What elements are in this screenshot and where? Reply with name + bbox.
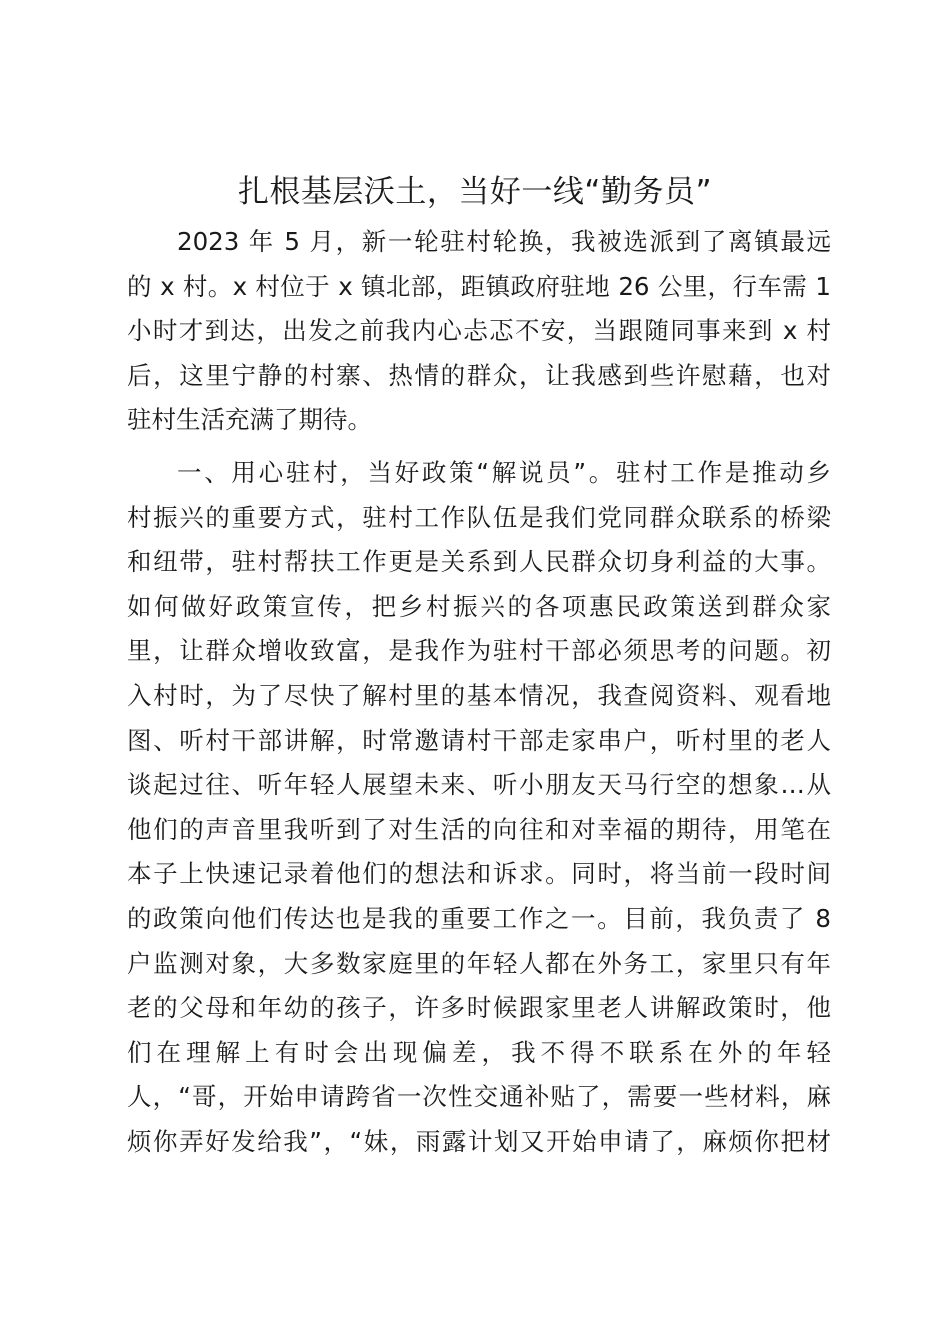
text-line: 2023 年 5 月，新一轮驻村轮换，我被选派到了离镇最远 [177,227,831,256]
text-line: 和纽带，驻村帮扶工作更是关系到人民群众切身利益的大事。 [127,547,831,577]
text-line: 里，让群众增收致富，是我作为驻村干部必须思考的问题。初 [127,636,831,666]
text-line: 本子上快速记录着他们的想法和诉求。同时，将当前一段时间 [127,859,831,889]
paragraph-1 [127,220,831,443]
text-line: 人，“哥，开始申请跨省一次性交通补贴了，需要一些材料，麻 [127,1082,831,1112]
text-line: 的政策向他们传达也是我的重要工作之一。目前，我负责了 8 [127,903,831,933]
text-line: 的 x 村。x 村位于 x 镇北部，距镇政府驻地 26 公里，行车需 1 [127,271,831,301]
text-line: 小时才到达，出发之前我内心忐忑不安，当跟随同事来到 x 村 [127,316,831,346]
text-line: 一、用心驻村，当好政策“解说员”。驻村工作是推动乡 [177,457,831,487]
paragraph-2 [127,451,831,1165]
text-line: 如何做好政策宣传，把乡村振兴的各项惠民政策送到群众家 [127,591,831,621]
text-line: 户监测对象，大多数家庭里的年轻人都在外务工，家里只有年 [127,948,831,978]
text-line: 老的父母和年幼的孩子，许多时候跟家里老人讲解政策时，他 [127,993,831,1023]
text-line: 驻村生活充满了期待。 [127,405,372,435]
paragraph-gap [127,443,831,451]
text-line: 们在理解上有时会出现偏差，我不得不联系在外的年轻 [127,1037,831,1067]
text-line: 村振兴的重要方式，驻村工作队伍是我们党同群众联系的桥梁 [127,502,831,532]
text-line: 他们的声音里我听到了对生活的向往和对幸福的期待，用笔在 [127,814,831,844]
document-title: 扎根基层沃土，当好一线“勤务员” [237,174,713,210]
text-line: 烦你弄好发给我”，“妹，雨露计划又开始申请了，麻烦你把材 [127,1126,831,1156]
text-line: 后，这里宁静的村寨、热情的群众，让我感到些许慰藉，也对 [127,360,831,390]
text-line: 入村时，为了尽快了解村里的基本情况，我查阅资料、观看地 [127,680,831,710]
text-line: 谈起过往、听年轻人展望未来、听小朋友天马行空的想象…从 [127,770,831,800]
document-body [127,220,831,1164]
text-line: 图、听村干部讲解，时常邀请村干部走家串户，听村里的老人 [127,725,831,755]
